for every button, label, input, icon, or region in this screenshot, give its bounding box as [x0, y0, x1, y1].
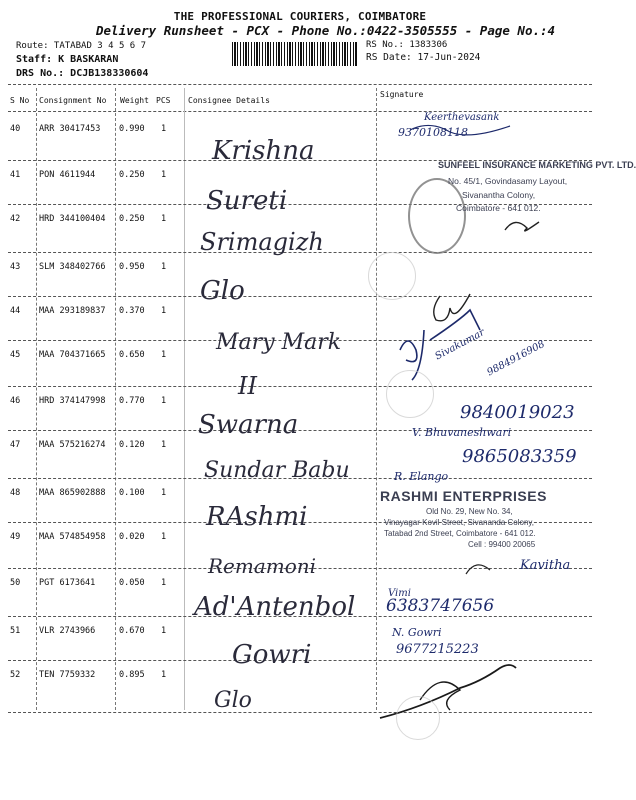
handwritten-consignee: Mary Mark	[216, 330, 342, 355]
col-header-details: Consignee Details	[188, 96, 270, 105]
row-weight: 0.250	[119, 170, 145, 180]
row-pcs: 1	[161, 124, 167, 134]
signature-name: Sivakumar	[433, 327, 487, 363]
runsheet-subtitle: Delivery Runsheet - PCX - Phone No.:0422-3505555 - Page No.:4	[96, 23, 556, 38]
staff-label: Staff: K BASKARAN	[16, 54, 119, 65]
row-sno: 44	[10, 306, 21, 316]
row-sno: 52	[10, 670, 21, 680]
row-weight: 0.250	[119, 214, 145, 224]
rs-number: RS No.: 1383306	[366, 40, 448, 50]
stamp-sunfeel-address: No. 45/1, Govindasamy Layout,	[448, 176, 568, 186]
document-title: THE PROFESSIONAL COURIERS, COIMBATORE	[173, 10, 427, 23]
row-pcs: 1	[161, 214, 167, 224]
stamp-rashmi-address: Vinayagar Kovil Street, Sivananda Colony,	[384, 518, 535, 527]
row-weight: 0.100	[119, 488, 145, 498]
signature-phone: 9865083359	[462, 446, 577, 467]
row-sno: 49	[10, 532, 21, 542]
row-sno: 45	[10, 350, 21, 360]
handwritten-consignee: RAshmi	[206, 502, 308, 532]
row-weight: 0.950	[119, 262, 145, 272]
signature-scribble	[466, 565, 490, 574]
row-weight: 0.990	[119, 124, 145, 134]
round-seal-stamp	[408, 178, 466, 254]
row-sno: 51	[10, 626, 21, 636]
row-sno: 41	[10, 170, 21, 180]
handwritten-consignee: Sundar Babu	[204, 458, 350, 483]
row-sno: 40	[10, 124, 21, 134]
signature-phone: 9840019023	[460, 402, 575, 423]
col-header-weight: Weight	[120, 96, 149, 105]
col-header-signature: Signature	[380, 90, 424, 99]
row-consignment-no: TEN 7759332	[39, 670, 96, 680]
handwritten-consignee: Sureti	[206, 186, 288, 216]
signature-scribble	[434, 294, 470, 321]
row-consignment-no: ARR 30417453	[39, 124, 101, 134]
row-pcs: 1	[161, 670, 167, 680]
stamp-sunfeel-address: Sivanantha Colony,	[462, 190, 536, 200]
faint-seal-stamp	[368, 252, 416, 300]
row-sno: 43	[10, 262, 21, 272]
row-pcs: 1	[161, 440, 167, 450]
row-consignment-no: MAA 293189837	[39, 306, 106, 316]
rs-date: RS Date: 17-Jun-2024	[366, 52, 481, 63]
row-weight: 0.670	[119, 626, 145, 636]
signature-phone: 6383747656	[386, 596, 495, 616]
signature-scribble	[505, 222, 539, 231]
signature-name: Keerthevasank	[424, 112, 500, 123]
stamp-rashmi-address: Old No. 29, New No. 34,	[426, 507, 513, 516]
row-sno: 50	[10, 578, 21, 588]
row-consignment-no: MAA 574854958	[39, 532, 106, 542]
handwritten-consignee: Krishna	[212, 136, 315, 166]
signature-name: V. Bhuvaneshwari	[412, 426, 512, 439]
signature-scribble	[410, 125, 510, 134]
handwritten-consignee: Ad'Antenbol	[194, 592, 356, 622]
handwritten-consignee: Swarna	[198, 410, 299, 440]
drs-number: DRS No.: DCJB138330604	[16, 68, 149, 79]
col-header-consignment: Consignment No	[39, 96, 107, 105]
handwritten-consignee: Glo	[214, 688, 252, 713]
signature-phone: 9677215223	[396, 642, 479, 657]
handwritten-consignee: II	[238, 372, 257, 400]
stamp-rashmi-phone: Cell : 99400 20065	[468, 540, 536, 549]
row-consignment-no: HRD 374147998	[39, 396, 106, 406]
row-pcs: 1	[161, 396, 167, 406]
row-weight: 0.050	[119, 578, 145, 588]
handwritten-consignee: Remamoni	[208, 554, 317, 578]
signature-name: Kavitha	[520, 558, 571, 573]
row-sno: 47	[10, 440, 21, 450]
col-header-sno: S No	[10, 96, 30, 105]
handwritten-consignee: Gowri	[232, 640, 312, 670]
row-consignment-no: VLR 2743966	[39, 626, 96, 636]
row-consignment-no: MAA 575216274	[39, 440, 106, 450]
stamp-sunfeel-name: SUNFEEL INSURANCE MARKETING PVT. LTD.	[438, 160, 636, 170]
stamp-rashmi-address: Tatabad 2nd Street, Coimbatore - 641 012.	[384, 529, 536, 538]
signature-phone: 9884916908	[485, 338, 547, 379]
signature-name: R. Elango	[394, 470, 449, 483]
row-sno: 42	[10, 214, 21, 224]
handwritten-consignee: Glo	[200, 276, 245, 306]
row-weight: 0.895	[119, 670, 145, 680]
row-consignment-no: SLM 348402766	[39, 262, 106, 272]
row-pcs: 1	[161, 170, 167, 180]
row-pcs: 1	[161, 488, 167, 498]
row-sno: 46	[10, 396, 21, 406]
row-pcs: 1	[161, 262, 167, 272]
route-label: Route: TATABAD 3 4 5 6 7	[16, 41, 147, 51]
faint-seal-stamp	[396, 696, 440, 740]
row-pcs: 1	[161, 578, 167, 588]
row-pcs: 1	[161, 306, 167, 316]
row-weight: 0.650	[119, 350, 145, 360]
stamp-sunfeel-address: Coimbatore - 641 012.	[456, 203, 541, 213]
row-consignment-no: HRD 344100404	[39, 214, 106, 224]
row-pcs: 1	[161, 532, 167, 542]
row-pcs: 1	[161, 350, 167, 360]
signature-name: N. Gowri	[392, 626, 442, 639]
row-consignment-no: MAA 865902888	[39, 488, 106, 498]
row-consignment-no: PON 4611944	[39, 170, 96, 180]
row-consignment-no: PGT 6173641	[39, 578, 96, 588]
col-header-pcs: PCS	[156, 96, 171, 105]
handwritten-consignee: Srimagizh	[200, 228, 324, 256]
faint-seal-stamp	[386, 370, 434, 418]
signature-phone: 9370108118	[398, 126, 468, 139]
row-consignment-no: MAA 704371665	[39, 350, 106, 360]
row-sno: 48	[10, 488, 21, 498]
signature-name: Vimi	[388, 588, 411, 599]
row-weight: 0.020	[119, 532, 145, 542]
stamp-rashmi-name: RASHMI ENTERPRISES	[380, 488, 547, 504]
row-weight: 0.370	[119, 306, 145, 316]
row-weight: 0.770	[119, 396, 145, 406]
row-weight: 0.120	[119, 440, 145, 450]
row-pcs: 1	[161, 626, 167, 636]
